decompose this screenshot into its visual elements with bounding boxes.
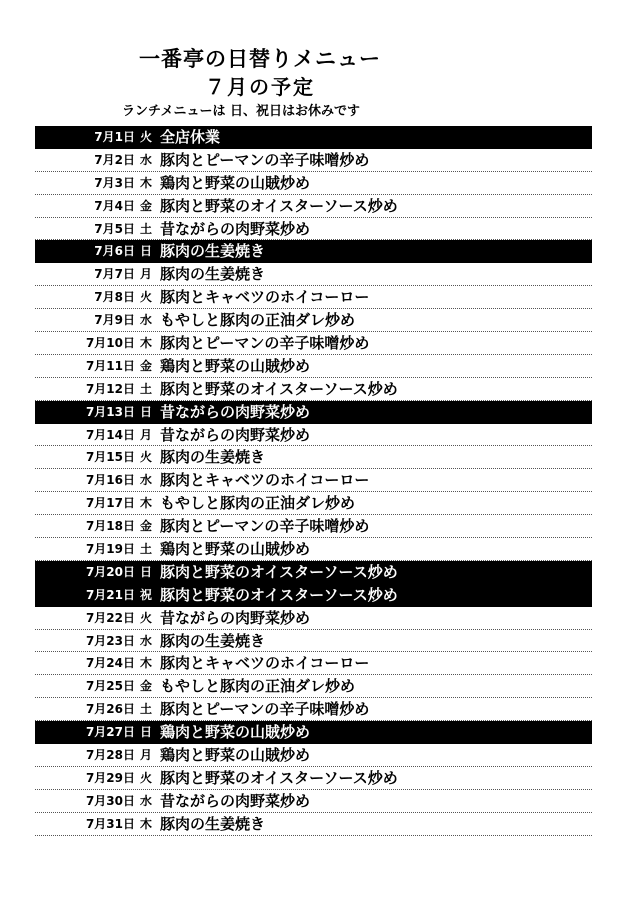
schedule-row [35,172,592,195]
row-menu-item: 鶏肉と野菜の山賊炒め [160,746,311,765]
row-menu-item: 豚肉とピーマンの辛子味噌炒め [160,517,370,536]
menu-schedule [35,126,592,836]
row-weekday: 金 [140,358,153,373]
schedule-row [35,126,592,149]
row-weekday: 火 [140,290,153,305]
row-date: 7月1日 [94,130,135,144]
row-menu-item: 豚肉とピーマンの辛子味噌炒め [160,334,370,353]
schedule-row [35,538,592,561]
schedule-row [35,698,592,721]
page-title: 一番亭の日替りメニュー [139,47,381,71]
schedule-row [35,584,592,607]
row-menu-item: 鶏肉と野菜の山賊炒め [160,723,311,742]
row-menu-item: 昔ながらの肉野菜炒め [160,425,311,444]
row-menu-item: 豚肉と野菜のオイスターソース炒め [160,196,398,215]
row-date: 7月8日 [94,290,135,305]
row-menu-item: 昔ながらの肉野菜炒め [160,219,311,238]
closing-note: ランチメニューは 日、祝日はお休みです [122,104,361,119]
schedule-row [35,240,592,263]
row-weekday: 月 [140,427,153,442]
row-date: 7月25日 [85,679,135,694]
row-date: 7月4日 [94,198,135,213]
schedule-row [35,607,592,630]
schedule-row [35,309,592,332]
row-date: 7月28日 [85,748,135,763]
row-date: 7月31日 [85,816,135,831]
row-date: 7月6日 [94,244,135,259]
row-weekday: 土 [140,702,153,717]
row-date: 7月2日 [94,152,135,167]
schedule-row [35,218,592,241]
row-menu-item: 豚肉の生姜焼き [160,265,266,284]
row-weekday: 日 [140,244,153,259]
row-date: 7月17日 [85,496,135,511]
schedule-row [35,446,592,469]
schedule-row [35,790,592,813]
row-menu-item: 豚肉と野菜のオイスターソース炒め [160,379,398,398]
row-menu-item: 豚肉と野菜のオイスターソース炒め [160,768,398,787]
row-menu-item: 昔ながらの肉野菜炒め [160,608,311,627]
row-menu-item: 全店休業 [160,128,221,146]
row-menu-item: もやしと豚肉の正油ダレ炒め [160,311,356,330]
row-menu-item: 豚肉の生姜焼き [160,242,266,261]
row-weekday: 日 [140,725,153,740]
row-menu-item: 鶏肉と野菜の山賊炒め [160,540,311,559]
row-date: 7月20日 [85,564,135,579]
schedule-row [35,744,592,767]
row-date: 7月9日 [94,313,135,328]
row-weekday: 水 [140,313,153,328]
row-weekday: 火 [140,610,153,625]
row-date: 7月5日 [94,221,135,236]
schedule-row [35,515,592,538]
schedule-row [35,675,592,698]
schedule-row [35,492,592,515]
page-subtitle: ７月の予定 [205,75,315,99]
row-weekday: 月 [140,267,153,282]
row-date: 7月15日 [85,450,135,465]
row-weekday: 金 [140,679,153,694]
row-menu-item: 豚肉とキャベツのホイコーロー [160,288,370,307]
row-date: 7月3日 [94,175,135,190]
schedule-row [35,630,592,653]
row-date: 7月14日 [85,427,135,442]
row-menu-item: 豚肉とピーマンの辛子味噌炒め [160,150,370,169]
row-weekday: 土 [140,221,153,236]
row-menu-item: 鶏肉と野菜の山賊炒め [160,173,311,192]
schedule-row [35,332,592,355]
row-date: 7月27日 [85,725,135,740]
schedule-row [35,767,592,790]
row-date: 7月18日 [85,519,135,534]
row-menu-item: 豚肉の生姜焼き [160,814,266,833]
schedule-row [35,652,592,675]
row-menu-item: 鶏肉と野菜の山賊炒め [160,356,311,375]
row-menu-item: 昔ながらの肉野菜炒め [160,791,311,810]
row-weekday: 水 [140,793,153,808]
row-menu-item: 豚肉と野菜のオイスターソース炒め [160,562,398,581]
row-weekday: 土 [140,381,153,396]
row-date: 7月10日 [85,336,135,351]
row-date: 7月24日 [85,656,135,671]
schedule-row [35,286,592,309]
row-menu-item: 豚肉とキャベツのホイコーロー [160,654,370,673]
schedule-row [35,355,592,378]
row-date: 7月29日 [85,770,135,785]
row-weekday: 水 [140,473,153,488]
row-weekday: 水 [140,152,153,167]
schedule-row [35,378,592,401]
row-menu-item: 豚肉と野菜のオイスターソース炒め [160,585,398,604]
row-menu-item: 昔ながらの肉野菜炒め [160,402,311,421]
schedule-row [35,263,592,286]
row-menu-item: もやしと豚肉の正油ダレ炒め [160,494,356,513]
row-date: 7月16日 [85,473,135,488]
row-date: 7月13日 [85,404,135,419]
schedule-row [35,149,592,172]
row-menu-item: 豚肉とキャベツのホイコーロー [160,471,370,490]
row-weekday: 水 [140,633,153,648]
row-date: 7月26日 [85,702,135,717]
row-weekday: 火 [140,130,153,144]
row-menu-item: もやしと豚肉の正油ダレ炒め [160,677,356,696]
row-weekday: 祝 [140,587,153,602]
row-date: 7月7日 [94,267,135,282]
row-date: 7月22日 [85,610,135,625]
row-weekday: 木 [140,816,153,831]
row-weekday: 日 [140,404,153,419]
row-weekday: 火 [140,770,153,785]
row-weekday: 土 [140,542,153,557]
schedule-row [35,469,592,492]
row-weekday: 木 [140,656,153,671]
row-weekday: 月 [140,748,153,763]
row-weekday: 金 [140,519,153,534]
schedule-row [35,561,592,584]
row-menu-item: 豚肉の生姜焼き [160,631,266,650]
schedule-row [35,195,592,218]
schedule-row [35,813,592,836]
row-menu-item: 豚肉とピーマンの辛子味噌炒め [160,700,370,719]
page-header [0,0,631,126]
row-date: 7月12日 [85,381,135,396]
row-weekday: 木 [140,496,153,511]
row-date: 7月11日 [85,358,135,373]
row-date: 7月30日 [85,793,135,808]
schedule-row [35,401,592,424]
row-date: 7月23日 [85,633,135,648]
row-menu-item: 豚肉の生姜焼き [160,448,266,467]
row-weekday: 金 [140,198,153,213]
schedule-row [35,424,592,447]
row-date: 7月19日 [85,542,135,557]
row-weekday: 木 [140,336,153,351]
row-weekday: 日 [140,564,153,579]
row-weekday: 木 [140,175,153,190]
row-weekday: 火 [140,450,153,465]
row-date: 7月21日 [85,587,135,602]
schedule-row [35,721,592,744]
